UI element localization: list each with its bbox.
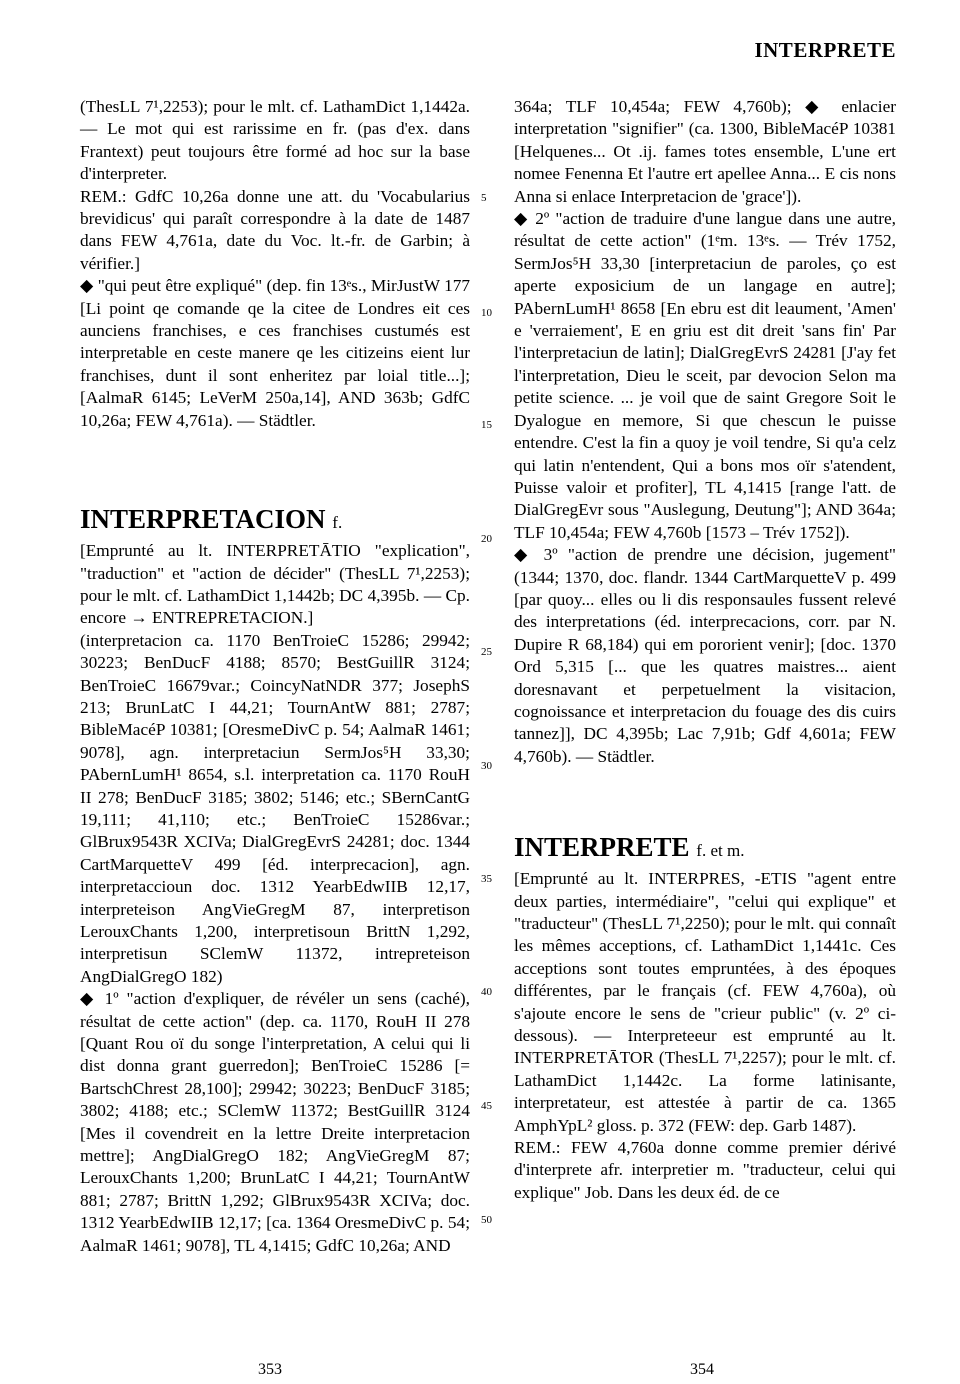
right-column [514,96,896,1204]
line-number: 10 [481,307,492,319]
running-head: INTERPRETE [754,38,896,62]
page-number-left: 353 [258,1361,282,1378]
line-number: 5 [481,192,487,204]
line-number: 25 [481,646,492,658]
page-number-right: 354 [690,1361,714,1378]
line-number: 35 [481,873,492,885]
right-cont-para-1: 364a; TLF 10,454a; FEW 4,760b); ◆ enlacier interpretation "signifier" (ca. 1300, BibleMacéP 10381 [Helquenes... Ot .ij. fames totes ensemble, L'une ert nomee Fenenna Et l'autre ert apellee Anna... E cis nons Anna si enlace Interpretacion de 'grace']). [514,97,896,206]
headword-gram: f. [332,513,343,533]
headword-gram: f. et m. [696,841,745,861]
line-number: 50 [481,1214,492,1226]
line-number: 40 [481,986,492,998]
left-body-para-3: ◆ 1º "action d'expliquer, de révéler un sens (caché), résultat de cette action" (dep. ca. 1170, RouH II 278 [Quant Rou oï du songe l'interpretation, A celui qui li dist donna grant guerredon]; BenTroieC 15286 [= BartschChrest 28,100]; 29942; 30223; BenDucF 3185; 3802; 4188; etc.; SClemW 11372; BestGuillR 3124 [Mes il covendreit en la lettre Dreite interpretacion mettre]; AngDialGregO 182; AngVieGregM 87; LerouxChants 1,200; BrunLatC I 44,21; TournAntW 881; 2787; BrittN 1,292; GlBrux9543R XCIVa; doc. 1312 YearbEdwIIB 12,17; [ca. 1364 OresmeDivC p. 54; AalmaR 1461; 9078], TL 4,1415; GdfC 10,26a; AND [80,989,470,1255]
left-body-para-2: (interpretacion ca. 1170 BenTroieC 15286; 29942; 30223; BenDucF 4188; 8570; BestGuillR 3124; BenTroieC 16679var.; CoincyNatNDR 377; JosephS 213; BrunLatC I 44,21; TournAntW 881; 2787; BibleMacéP 10381; [OresmeDivC p. 54; AalmaR 1461; 9078], agn. interpretaciun SermJos⁵H 33,30; PAbernLumH¹ 8654, s.l. interpretation ca. 1170 RouH II 278; BenDucF 3185; 3802; 5146; etc.; SBernCantG 19,111; 41,110; etc.; BenTroieC 15286var.; GlBrux9543R XCIVa; DialGregEvrS 24281; doc. 1344 CartMarquetteV 499 [éd. interprecacion], agn. interpretaccioun doc. 1312 YearbEdwIIB 12,17, interpreteison AngVieGregM 87, interpretison LerouxChants 1,200, interpretisoun BrittN 1,292, interpretisun SClemW 11372, intrepreteison AngDialGregO 182) [80,630,470,986]
headword-text: INTERPRETACION [80,504,326,535]
headword-interpretacion [80,504,470,538]
line-number: 30 [481,760,492,772]
headword-interprete [514,832,896,866]
left-cont-para-2: REM.: GdfC 10,26a donne une att. du 'Vocabularius brevidicus' qui paraît correspondre à la date de 1487 dans FEW 4,761a, date du Voc. lt.-fr. de Garbin; à vérifier.] [80,186,470,273]
right-body-para-2: REM.: FEW 4,760a donne comme premier dérivé d'interprete afr. interpretier m. "traducteur, celui qui explique" Job. Dans les deux éd. de ce [514,1138,896,1202]
left-cont-para-3: ◆ "qui peut être expliqué" (dep. fin 13ᵉs., MirJustW 177 [Li point qe comande qe la citee de Londres eit ces aunciens franchises, e ces franchises custumés est interpretable en ceste manere qe les citizeins eient lur franchises, dunt il sont enheritez par loial title...]; [AalmaR 6145; LeVerM 250a,14], AND 363b; GdfC 10,26a; FEW 4,761a). — Städtler. [80,276,470,430]
headword-text: INTERPRETE [514,832,690,863]
right-cont-para-2: ◆ 2º "action de traduire d'une langue dans une autre, résultat de cette action" (1ᵉm. 13ᵉs. — Trév 1752, SermJos⁵H 33,30 [interpretaciun de paroles, ço est aperte exposicium de un langage en autre]; PAbernLumH¹ 8658 [En ebru est dit leaument, 'Amen' e 'verraiement', E en griu est dit dreit 'sans fin' Par l'interpretaciun de latin]; DialGregEvrS 24281 [J'ay fet l'interpretation, Dieu le sceit, par devocion Selon ma petite science. ... je voil que de saint Gregore Soit le Dyalogue en memore, Si que chescun le puisse entendre. C'est la fin a quoy je voil tendre, Si qu'a celz qui latin n'entendent, Qui a bons mos oïr s'atendent, Puisse valoir et profiter], TL 4,1415 [range l'att. de DialGregEvr sous "Auslegung, Deutung"]; AND 364a; TLF 10,454a; FEW 4,760b [1573 – Trév 1752]). [514,209,896,542]
left-column [80,96,470,1257]
line-number: 20 [481,533,492,545]
line-number: 45 [481,1100,492,1112]
right-cont-para-3: ◆ 3º "action de prendre une décision, jugement" (1344; 1370, doc. flandr. 1344 CartMarquetteV p. 499 [par quoy... elles ou li dis responsaules fussent relevé des interpretations (éd. interprecacions, corr. par N. Dupire R 68,184) qui em pororient venir]; [doc. 1370 Ord 5,315 [... que les quatres maistres... aient doresnavant et perpetuelment la visitacion, cognoissance et interpretacion du fouage des dis cuirs tannez]], DC 4,395b; Lac 7,91b; Gdf 4,601a; FEW 4,760b). — Städtler. [514,545,896,766]
line-number: 15 [481,419,492,431]
right-body-para-1: [Emprunté au lt. INTERPRES, -ETIS "agent entre deux parties, intermédiaire", "celui qui explique" et "traducteur" (ThesLL 7¹,2250); pour le mlt. qui connaît les mêmes acceptions, cf. LathamDict 1,1441c. Ces acceptions sont toutes empruntées, à des époques différentes, par le français (cf. FEW 4,760a), où s'ajoute encore le sens de "crieur public" (v. 2º ci-dessous). — Interpreteeur est emprunté au lt. INTERPRETĀTOR (ThesLL 7¹,2257); pour le mlt. cf. LathamDict 1,1442c. La forme latinisante, interpretateur, est attestée à partir de ca. 1365 AmphYpL² gloss. p. 372 (FEW: dep. Garb 1487). [514,869,896,1135]
left-body-para-1: [Emprunté au lt. INTERPRETĀTIO "explication", "traduction" et "action de décider" (ThesLL 7¹,2253); pour le mlt. cf. LathamDict 1,1442b; DC 4,395b. — Cp. encore → ENTREPRETACION.] [80,541,470,628]
left-cont-para-1: (ThesLL 7¹,2253); pour le mlt. cf. LathamDict 1,1442a. — Le mot qui est rarissime en fr. (pas d'ex. dans Frantext) peut toujours être formé ad hoc sur la base d'interpreter. [80,97,470,184]
